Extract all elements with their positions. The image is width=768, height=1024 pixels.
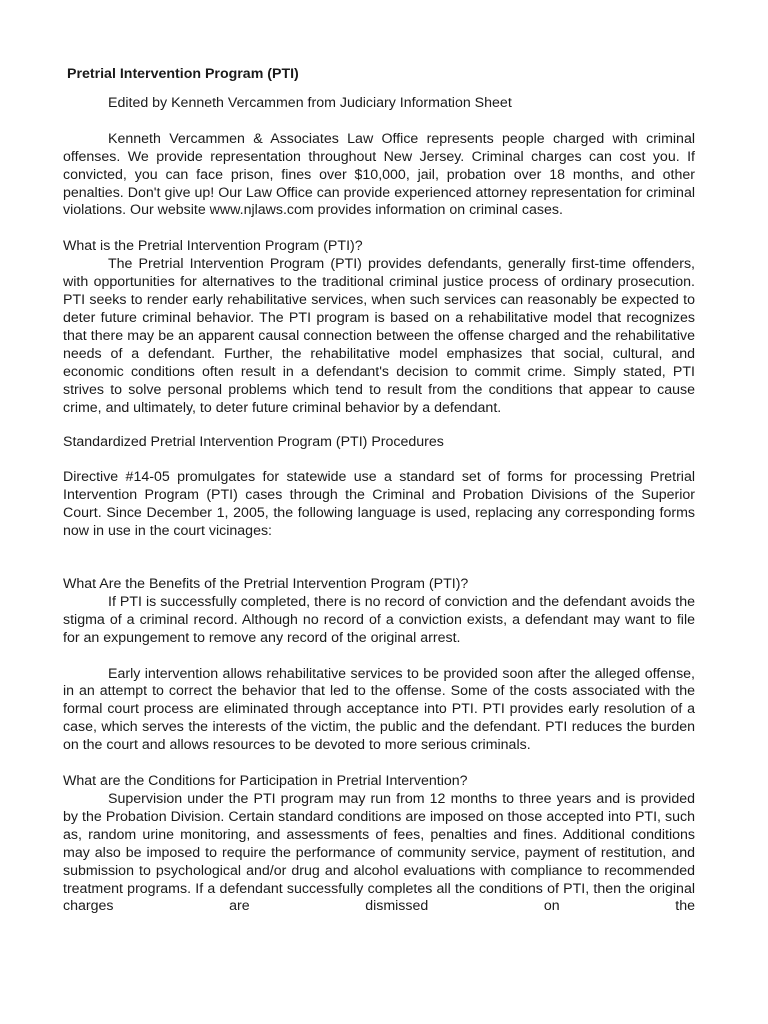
section-heading-benefits: What Are the Benefits of the Pretrial Intervention Program (PTI)?	[63, 575, 469, 592]
document-title: Pretrial Intervention Program (PTI)	[67, 66, 299, 82]
document-page	[63, 66, 695, 916]
section-body-what-is-pti: The Pretrial Intervention Program (PTI) provides defendants, generally first-time offenders, with opportunities for alternatives to the traditional criminal justice process of ordinary prosecution. PTI seeks to render early rehabilitative services, when such services can reasonably be expected to deter future criminal behavior. The PTI program is based on a rehabilitative model that recognizes that there may be an apparent causal connection between the offense charged and the rehabilitative needs of a defendant. Further, the rehabilitative model emphasizes that social, cultural, and economic conditions often result in a defendant's decision to commit crime. Simply stated, PTI strives to solve personal problems which tend to result from the conditions that appear to cause crime, and ultimately, to deter future criminal behavior by a defendant.	[63, 256, 695, 416]
section-heading-conditions: What are the Conditions for Participation in Pretrial Intervention?	[63, 773, 468, 790]
section-body-procedures: Directive #14-05 promulgates for statewide use a standard set of forms for processing Pretrial Intervention Program (PTI) cases through the Criminal and Probation Divisions of the Superior Court. Since December 1, 2005, the following language is used, replacing any corresponding forms now in use in the court vicinages:	[63, 469, 695, 540]
section-body-benefits: If PTI is successfully completed, there is no record of conviction and the defendant avoids the stigma of a criminal record. Although no record of a conviction exists, a defendant may want to file for an expungement to remove any record of the original arrest.	[63, 593, 695, 646]
section-heading-what-is-pti: What is the Pretrial Intervention Program (PTI)?	[63, 238, 363, 255]
intro-paragraph: Kenneth Vercammen & Associates Law Office represents people charged with criminal offenses. We provide representation throughout New Jersey. Criminal charges can cost you. If convicted, you can face prison, fines over $10,000, jail, probation over 18 months, and other penalties. Don't give up! Our Law Office can provide experienced attorney representation for criminal violations. Our website www.njlaws.com provides information on criminal cases.	[63, 130, 695, 219]
section-body-benefits-2: Early intervention allows rehabilitative services to be provided soon after the alleged offense, in an attempt to correct the behavior that led to the offense. Some of the costs associated with the formal court process are eliminated through acceptance into PTI. PTI provides early resolution of a case, which serves the interests of the victim, the public and the defendant. PTI reduces the burden on the court and allows resources to be devoted to more serious criminals.	[63, 665, 695, 754]
editor-note: Edited by Kenneth Vercammen from Judiciary Information Sheet	[108, 94, 512, 111]
section-heading-procedures: Standardized Pretrial Intervention Program (PTI) Procedures	[63, 434, 444, 451]
section-body-conditions: Supervision under the PTI program may run from 12 months to three years and is provided by the Probation Division. Certain standard conditions are imposed on those accepted into PTI, such as, random urine monitoring, and assessments of fees, penalties and fines. Additional conditions may also be imposed to require the performance of community service, payment of restitution, and submission to psychological and/or drug and alcohol evaluations with compliance to recommended treatment programs. If a defendant successfully completes all the conditions of PTI, then the original charges are dismissed on the	[63, 791, 695, 915]
